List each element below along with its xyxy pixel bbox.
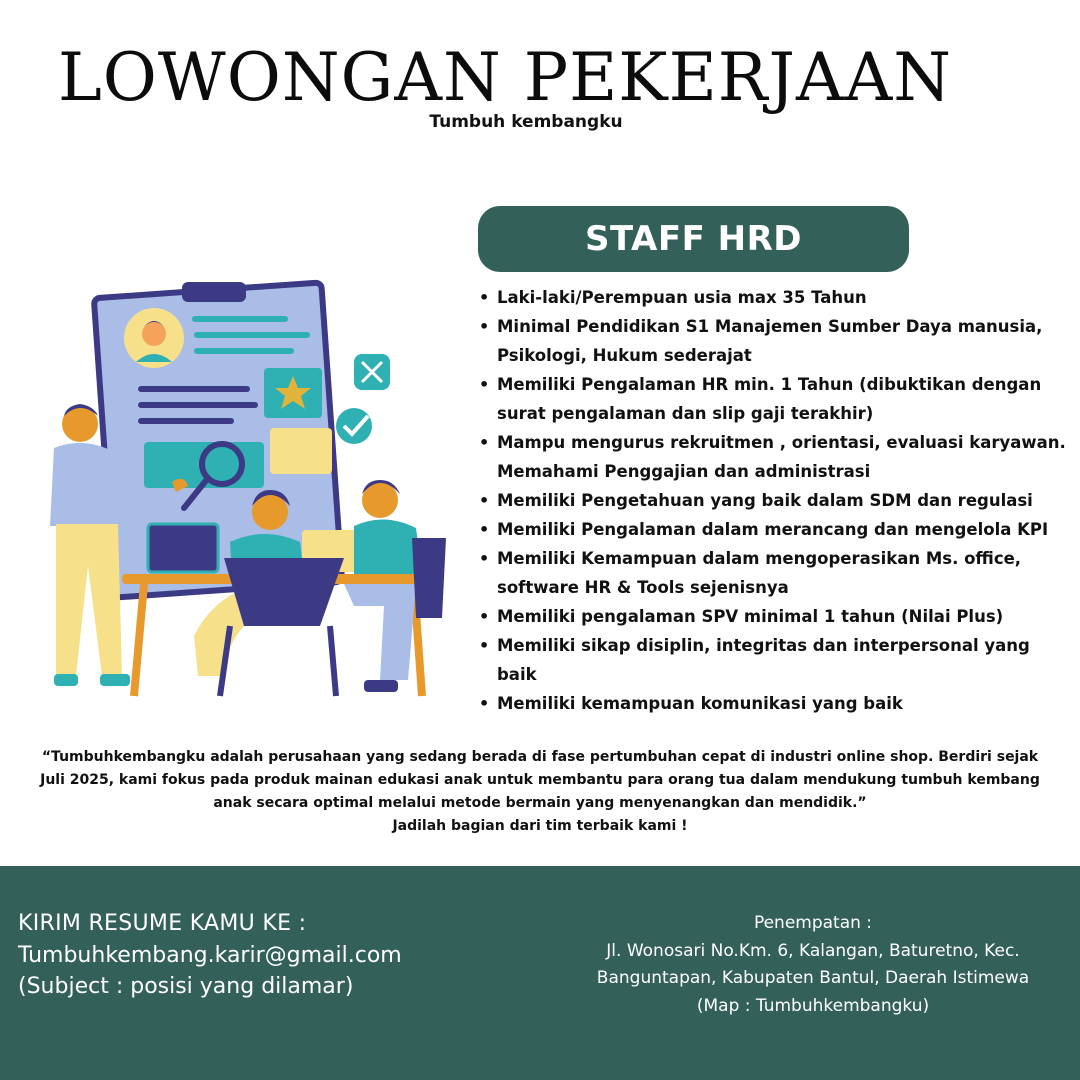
- address-line: Jl. Wonosari No.Km. 6, Kalangan, Baturetno, Kec.: [606, 940, 1020, 961]
- company-description: [28, 746, 1052, 838]
- company-name: Tumbuh kembangku: [429, 112, 623, 132]
- hr-team-illustration: [24, 276, 464, 716]
- page-title: LOWONGAN PEKERJAAN: [57, 39, 953, 116]
- list-item: • Memiliki pengalaman SPV minimal 1 tahun (Nilai Plus): [476, 602, 1066, 631]
- placement-label: Penempatan :: [753, 913, 873, 933]
- placement-info: [558, 910, 1068, 1020]
- list-item: • Memiliki Pengalaman dalam merancang dan mengelola KPI: [476, 515, 1066, 544]
- list-item: • Memiliki Pengetahuan yang baik dalam SDM dan regulasi: [476, 486, 1066, 515]
- map-reference: (Map : Tumbuhkembangku): [696, 995, 930, 1016]
- list-item: • Memiliki Pengalaman HR min. 1 Tahun (dibuktikan dengan surat pengalaman dan slip gaji terakhir): [476, 370, 1066, 428]
- position-badge: STAFF HRD: [478, 206, 909, 272]
- list-item: • Laki-laki/Perempuan usia max 35 Tahun: [476, 283, 1066, 312]
- list-item: • Memiliki sikap disiplin, integritas dan interpersonal yang baik: [476, 631, 1066, 689]
- about-tagline: Jadilah bagian dari tim terbaik kami !: [392, 818, 688, 834]
- requirements-list: [476, 283, 1066, 718]
- contact-heading: KIRIM RESUME KAMU KE :: [18, 911, 307, 936]
- about-text: “Tumbuhkembangku adalah perusahaan yang sedang berada di fase pertumbuhan cepat di industri online shop. Berdiri sejak Juli 2025, kami fokus pada produk mainan edukasi anak untuk membantu para orang tua dalam mendukung tumbuh kembang anak secara optimal melalui metode bermain yang menyenangkan dan mendidik.”: [40, 749, 1040, 811]
- contact-subject: (Subject : posisi yang dilamar): [18, 974, 354, 999]
- address-line: Banguntapan, Kabupaten Bantul, Daerah Istimewa: [596, 968, 1030, 988]
- list-item: • Memiliki kemampuan komunikasi yang baik: [476, 689, 1066, 718]
- contact-email-link[interactable]: Tumbuhkembang.karir@gmail.com: [18, 943, 402, 968]
- list-item: • Mampu mengurus rekruitmen , orientasi, evaluasi karyawan. Memahami Penggajian dan administrasi: [476, 428, 1066, 486]
- list-item: • Memiliki Kemampuan dalam mengoperasikan Ms. office, software HR & Tools sejenisnya: [476, 544, 1066, 602]
- list-item: • Minimal Pendidikan S1 Manajemen Sumber Daya manusia, Psikologi, Hukum sederajat: [476, 312, 1066, 370]
